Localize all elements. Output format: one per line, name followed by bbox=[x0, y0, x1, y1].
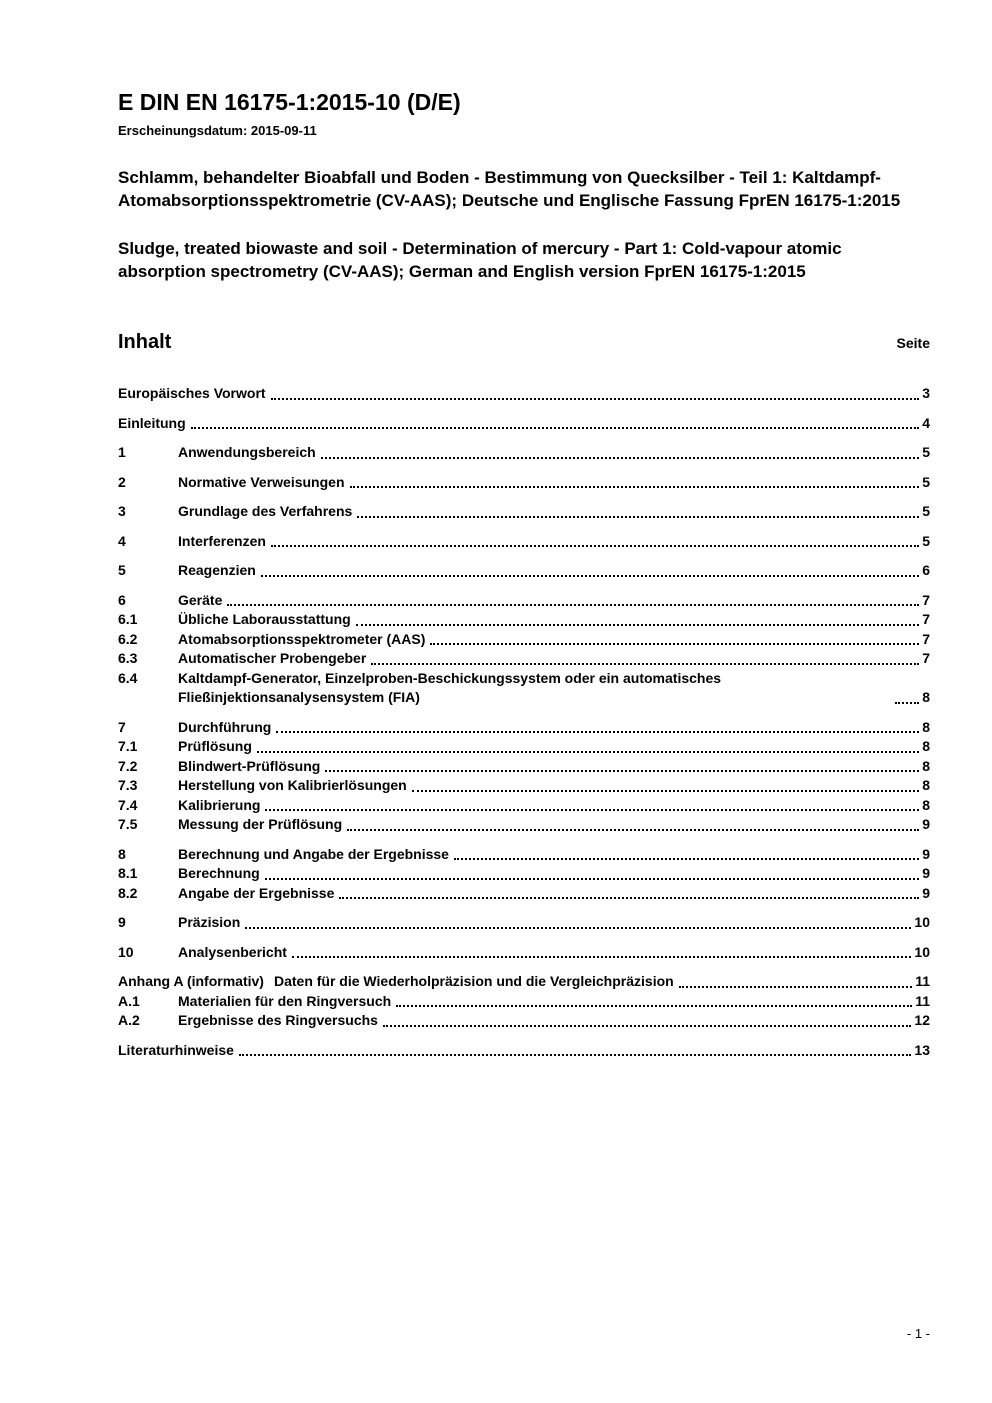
toc-entry-label: Daten für die Wiederholpräzision und die Vergleichpräzision bbox=[273, 973, 674, 989]
toc-entry-label: Blindwert-Prüflösung bbox=[178, 757, 321, 774]
toc-dot-leader bbox=[356, 624, 920, 626]
toc-dot-leader bbox=[276, 731, 919, 733]
toc-entry-number: 7.4 bbox=[118, 796, 138, 813]
toc-entry-page: 7 bbox=[922, 650, 930, 666]
toc-row[interactable] bbox=[118, 473, 930, 493]
toc-entry-page: 5 bbox=[922, 532, 930, 549]
toc-entry-label: Ergebnisse des Ringversuchs bbox=[178, 1012, 378, 1028]
toc-row[interactable] bbox=[118, 884, 930, 904]
toc-row[interactable] bbox=[118, 1041, 930, 1061]
toc-row[interactable] bbox=[118, 992, 930, 1012]
toc-entry-page: 13 bbox=[914, 1041, 930, 1058]
toc-entry-page: 9 bbox=[922, 845, 930, 862]
toc-entry-label: Kaltdampf-Generator, Einzelproben-Beschickungssystem oder ein automatisches Fließinjektionsanalysensystem (FIA) bbox=[178, 669, 722, 705]
toc-entry-label: Einleitung bbox=[118, 414, 186, 431]
toc-row[interactable] bbox=[118, 1011, 930, 1031]
toc-dot-leader bbox=[257, 751, 919, 753]
document-title-english: Sludge, treated biowaste and soil - Determination of mercury - Part 1: Cold-vapour atomic absorption spectrometry (CV-AAS); German and English version FprEN 16175-1:2015 bbox=[118, 239, 842, 281]
toc-dot-leader bbox=[412, 790, 920, 792]
toc-entry-number: 6.3 bbox=[118, 650, 138, 666]
toc-entry-page: 5 bbox=[922, 503, 930, 519]
publication-date: Erscheinungsdatum: 2015-09-11 bbox=[118, 123, 317, 138]
toc-row[interactable] bbox=[118, 913, 930, 933]
toc-list bbox=[118, 384, 930, 1060]
toc-row[interactable] bbox=[118, 845, 930, 865]
toc-dot-leader bbox=[454, 858, 919, 860]
toc-entry-number: 6.1 bbox=[118, 611, 138, 627]
toc-row[interactable] bbox=[118, 718, 930, 738]
toc-entry-page: 8 bbox=[922, 796, 930, 813]
toc-entry-label: Präzision bbox=[178, 914, 241, 930]
page-content bbox=[118, 88, 930, 1060]
toc-dot-leader bbox=[261, 575, 919, 577]
toc-row[interactable] bbox=[118, 532, 930, 552]
toc-entry-number: 7 bbox=[118, 718, 126, 735]
toc-dot-leader bbox=[227, 604, 919, 606]
toc-entry-page: 5 bbox=[922, 444, 930, 460]
toc-entry-label: Messung der Prüflösung bbox=[178, 816, 343, 832]
toc-dot-leader bbox=[325, 770, 919, 772]
toc-row[interactable] bbox=[118, 561, 930, 581]
toc-row[interactable] bbox=[118, 815, 930, 835]
standard-number: E DIN EN 16175-1:2015-10 (D/E) bbox=[118, 89, 461, 115]
toc-dot-leader bbox=[396, 1005, 912, 1007]
toc-entry-page: 12 bbox=[914, 1012, 930, 1028]
toc-entry-page: 5 bbox=[922, 473, 930, 490]
toc-entry-number: A.2 bbox=[118, 1012, 140, 1028]
toc-entry-page: 8 bbox=[922, 738, 930, 754]
toc-entry-number: 8 bbox=[118, 845, 126, 862]
toc-dot-leader bbox=[265, 878, 920, 880]
toc-entry-label: Geräte bbox=[178, 591, 223, 608]
toc-entry-label: Literaturhinweise bbox=[118, 1041, 234, 1058]
toc-entry-label: Kalibrierung bbox=[178, 796, 261, 813]
toc-entry-number: 1 bbox=[118, 444, 126, 460]
toc-row[interactable] bbox=[118, 502, 930, 522]
toc-entry-label: Europäisches Vorwort bbox=[118, 385, 266, 401]
toc-row[interactable] bbox=[118, 943, 930, 963]
toc-entry-label: Normative Verweisungen bbox=[178, 473, 345, 490]
toc-entry-page: 10 bbox=[914, 943, 930, 960]
toc-row[interactable] bbox=[118, 591, 930, 611]
toc-entry-label: Grundlage des Verfahrens bbox=[178, 503, 353, 519]
toc-entry-label: Interferenzen bbox=[178, 532, 266, 549]
toc-dot-leader bbox=[895, 702, 919, 704]
toc-row[interactable] bbox=[118, 972, 930, 992]
toc-dot-leader bbox=[245, 927, 911, 929]
toc-entry-page: 7 bbox=[922, 630, 930, 647]
toc-row[interactable] bbox=[118, 864, 930, 884]
toc-row[interactable] bbox=[118, 796, 930, 816]
toc-entry-label: Übliche Laborausstattung bbox=[178, 611, 351, 627]
toc-entry-page: 11 bbox=[915, 992, 930, 1009]
toc-dot-leader bbox=[321, 457, 920, 459]
toc-row[interactable] bbox=[118, 649, 930, 669]
toc-entry-number: 7.2 bbox=[118, 757, 138, 774]
toc-entry-number: A.1 bbox=[118, 992, 140, 1009]
toc-page-column-label: Seite bbox=[896, 335, 930, 351]
toc-entry-label: Analysenbericht bbox=[178, 943, 287, 960]
toc-entry-page: 8 bbox=[922, 689, 930, 705]
toc-entry-page: 6 bbox=[922, 562, 930, 578]
toc-entry-label: Reagenzien bbox=[178, 562, 256, 578]
toc-entry-number: 2 bbox=[118, 473, 126, 490]
toc-row[interactable] bbox=[118, 669, 930, 708]
toc-entry-number: 6.2 bbox=[118, 630, 138, 647]
toc-dot-leader bbox=[383, 1025, 911, 1027]
toc-heading: Inhalt bbox=[118, 331, 172, 353]
toc-entry-page: 7 bbox=[922, 591, 930, 608]
toc-entry-page: 11 bbox=[915, 973, 930, 989]
toc-dot-leader bbox=[271, 398, 920, 400]
toc-entry-number: 5 bbox=[118, 562, 126, 578]
toc-entry-page: 3 bbox=[922, 385, 930, 401]
toc-entry-label: Berechnung und Angabe der Ergebnisse bbox=[178, 845, 449, 862]
toc-entry-number: Anhang A (informativ) bbox=[118, 973, 264, 989]
toc-entry-number: 7.5 bbox=[118, 816, 138, 832]
toc-entry-number: 8.1 bbox=[118, 865, 138, 881]
toc-entry-label: Herstellung von Kalibrierlösungen bbox=[178, 777, 407, 793]
toc-dot-leader bbox=[430, 643, 919, 645]
toc-entry-label: Atomabsorptionsspektrometer (AAS) bbox=[178, 630, 426, 647]
toc-row[interactable] bbox=[118, 630, 930, 650]
toc-row[interactable] bbox=[118, 737, 930, 757]
toc-entry-number: 3 bbox=[118, 503, 126, 519]
document-title-german: Schlamm, behandelter Bioabfall und Boden - Bestimmung von Quecksilber - Teil 1: Kaltdampf-Atomabsorptionsspektrometrie (CV-AAS); Deutsche und Englische Fassung FprEN 16175-1:2015 bbox=[118, 168, 901, 210]
toc-entry-page: 8 bbox=[922, 757, 930, 774]
toc-entry-label: Automatischer Probengeber bbox=[178, 650, 367, 666]
toc-dot-leader bbox=[339, 897, 919, 899]
toc-entry-label: Berechnung bbox=[178, 865, 260, 881]
toc-dot-leader bbox=[292, 956, 911, 958]
toc-entry-label: Angabe der Ergebnisse bbox=[178, 884, 335, 901]
toc-entry-label: Prüflösung bbox=[178, 738, 252, 754]
toc-entry-number: 7.1 bbox=[118, 738, 138, 754]
toc-entry-label: Durchführung bbox=[178, 718, 272, 735]
toc-entry-number: 4 bbox=[118, 532, 126, 549]
toc-entry-number: 10 bbox=[118, 943, 134, 960]
toc-entry-page: 8 bbox=[922, 777, 930, 793]
toc-entry-page: 9 bbox=[922, 816, 930, 832]
toc-entry-number: 7.3 bbox=[118, 777, 138, 793]
toc-entry-number: 6 bbox=[118, 591, 126, 608]
toc-entry-number: 9 bbox=[118, 914, 126, 930]
toc-row[interactable] bbox=[118, 384, 930, 404]
toc-dot-leader bbox=[679, 986, 913, 988]
toc-dot-leader bbox=[357, 516, 919, 518]
toc-dot-leader bbox=[271, 545, 919, 547]
toc-entry-page: 10 bbox=[914, 914, 930, 930]
toc-row[interactable] bbox=[118, 757, 930, 777]
toc-entry-label: Anwendungsbereich bbox=[178, 444, 316, 460]
toc-dot-leader bbox=[347, 829, 919, 831]
toc-entry-label: Materialien für den Ringversuch bbox=[178, 992, 392, 1009]
toc-dot-leader bbox=[371, 663, 919, 665]
toc-entry-page: 4 bbox=[922, 414, 930, 431]
toc-entry-page: 9 bbox=[922, 884, 930, 901]
toc-entry-number: 6.4 bbox=[118, 669, 138, 686]
toc-dot-leader bbox=[239, 1054, 912, 1056]
toc-entry-page: 9 bbox=[922, 865, 930, 881]
toc-dot-leader bbox=[191, 427, 920, 429]
toc-row[interactable] bbox=[118, 443, 930, 463]
toc-row[interactable] bbox=[118, 610, 930, 630]
toc-entry-page: 8 bbox=[922, 718, 930, 735]
toc-row[interactable] bbox=[118, 414, 930, 434]
toc-dot-leader bbox=[265, 809, 919, 811]
toc-entry-page: 7 bbox=[922, 611, 930, 627]
toc-row[interactable] bbox=[118, 776, 930, 796]
toc-header bbox=[118, 331, 930, 354]
footer-page-marker: - 1 - bbox=[906, 1326, 930, 1341]
toc-dot-leader bbox=[350, 486, 920, 488]
toc-entry-number: 8.2 bbox=[118, 884, 138, 901]
